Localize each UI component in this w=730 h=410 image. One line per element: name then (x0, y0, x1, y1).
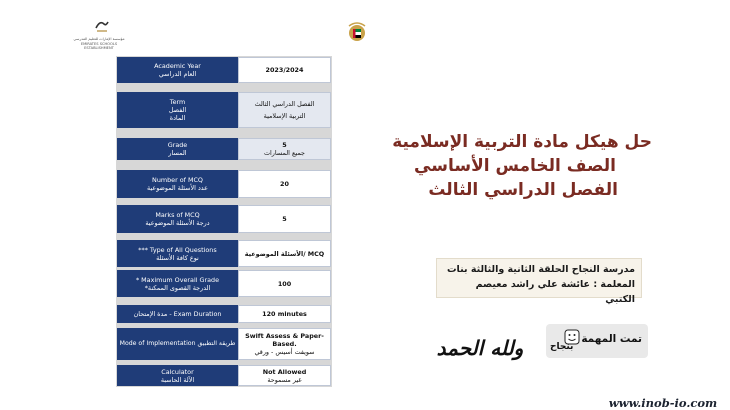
label-cell (117, 138, 238, 160)
table-row-calculator (116, 365, 332, 386)
label-en: مدة الإمتحان - Exam Duration (133, 310, 222, 318)
title-line-2: الصف الخامس الأساسي (414, 156, 616, 176)
value-cell (238, 328, 331, 360)
value-cell (238, 270, 331, 297)
label-en: Marks of MCQ (155, 211, 200, 219)
logo-arabic-text: مؤسسة الإمارات للتعليم المدرسي (73, 37, 125, 41)
emirates-schools-logo (68, 18, 130, 54)
title-line-3: الفصل الدراسي الثالث (428, 180, 618, 200)
value-en: Swift Assess & Paper-Based. (245, 332, 324, 348)
value-en: 20 (280, 180, 289, 188)
label-en: Grade (167, 141, 188, 149)
value-ar: سويفت أسيس - ورقي (254, 348, 315, 356)
table-row-marks-of-mcq (116, 205, 332, 233)
label-cell (117, 328, 238, 360)
label-ar: عدد الأسئلة الموضوعية (147, 184, 208, 192)
table-row-academic-year (116, 57, 332, 83)
value-en: 2023/2024 (265, 66, 304, 74)
value-en: 5 (282, 215, 287, 223)
calligraphy-logo-icon (94, 18, 110, 34)
task-done-badge (546, 324, 648, 358)
logo-caption: EMIRATES SCHOOLS ESTABLISHMENT (80, 42, 118, 51)
value-cell (238, 92, 331, 128)
table-row-question-type (116, 240, 332, 267)
label-cell (117, 365, 238, 386)
value-subject: التربية الإسلامية (263, 112, 306, 120)
label-cell (117, 270, 238, 297)
value-cell (238, 205, 331, 233)
label-en: Calculator (161, 367, 194, 376)
label-ar: المسار (168, 149, 187, 157)
table-row-grade (116, 138, 332, 160)
label-cell (117, 205, 238, 233)
value-ar: غير مسموحة (267, 375, 302, 384)
label-cell (117, 170, 238, 198)
value-en: Not Allowed (262, 367, 307, 376)
label-en: * Maximum Overall Grade (135, 275, 220, 284)
value-cell (238, 365, 331, 386)
school-info-box (436, 258, 642, 305)
teacher-name: المعلمة : عائشة علي راشد معيصم الكتبي (475, 279, 635, 305)
value-cell (238, 240, 331, 267)
value-cell (238, 138, 331, 160)
label-ar: الآلة الحاسبة (160, 375, 195, 384)
praise-calligraphy: ولله الحمد (436, 336, 524, 360)
value-ar: جميع المسارات (264, 149, 305, 157)
label-subject: المادة (169, 114, 186, 122)
label-ar: العام الدراسي (158, 70, 197, 78)
done-badge-word-2: بنجاح (550, 342, 574, 352)
uae-emblem-icon (346, 20, 368, 46)
table-row-mode-of-implementation (116, 328, 332, 360)
page-title (352, 130, 652, 202)
school-name: مدرسة النجاح الحلقة الثانية والثالثة بنات (446, 264, 635, 275)
label-ar: نوع كافة الأسئلة (156, 253, 199, 262)
watermark-url: www.inob-io.com (596, 396, 730, 410)
label-ar: *الدرجة القصوى الممكنة (144, 283, 211, 292)
label-cell (117, 240, 238, 267)
value-en: 100 (277, 279, 292, 288)
table-row-number-of-mcq (116, 170, 332, 198)
label-en: *** Type of All Questions (138, 245, 217, 254)
table-row-exam-duration (116, 305, 332, 323)
label-en: Number of MCQ (152, 176, 203, 184)
value-cell (238, 305, 331, 323)
label-en: Academic Year (154, 62, 201, 70)
label-cell (117, 305, 238, 323)
value-cell (238, 170, 331, 198)
label-cell (117, 92, 238, 128)
value-en: 5 (282, 141, 287, 149)
label-en: Term (169, 98, 186, 106)
table-row-max-grade (116, 270, 332, 297)
done-badge-word-1: تمت المهمة (581, 333, 642, 345)
table-row-term (116, 92, 332, 128)
title-line-1: حل هيكل مادة التربية الإسلامية (392, 132, 652, 152)
label-cell (117, 57, 238, 83)
label-ar: الفصل (168, 106, 187, 114)
label-en: Mode of Implementation طريقة التطبيق (119, 340, 236, 347)
value-cell (238, 57, 331, 83)
label-ar: درجة الأسئلة الموضوعية (145, 219, 210, 227)
value-en: الأسئلة الموضوعية/ MCQ (244, 249, 325, 258)
value-term: الفصل الدراسي الثالث (254, 100, 315, 108)
value-en: 120 minutes (262, 310, 307, 318)
exam-structure-table (116, 56, 332, 387)
